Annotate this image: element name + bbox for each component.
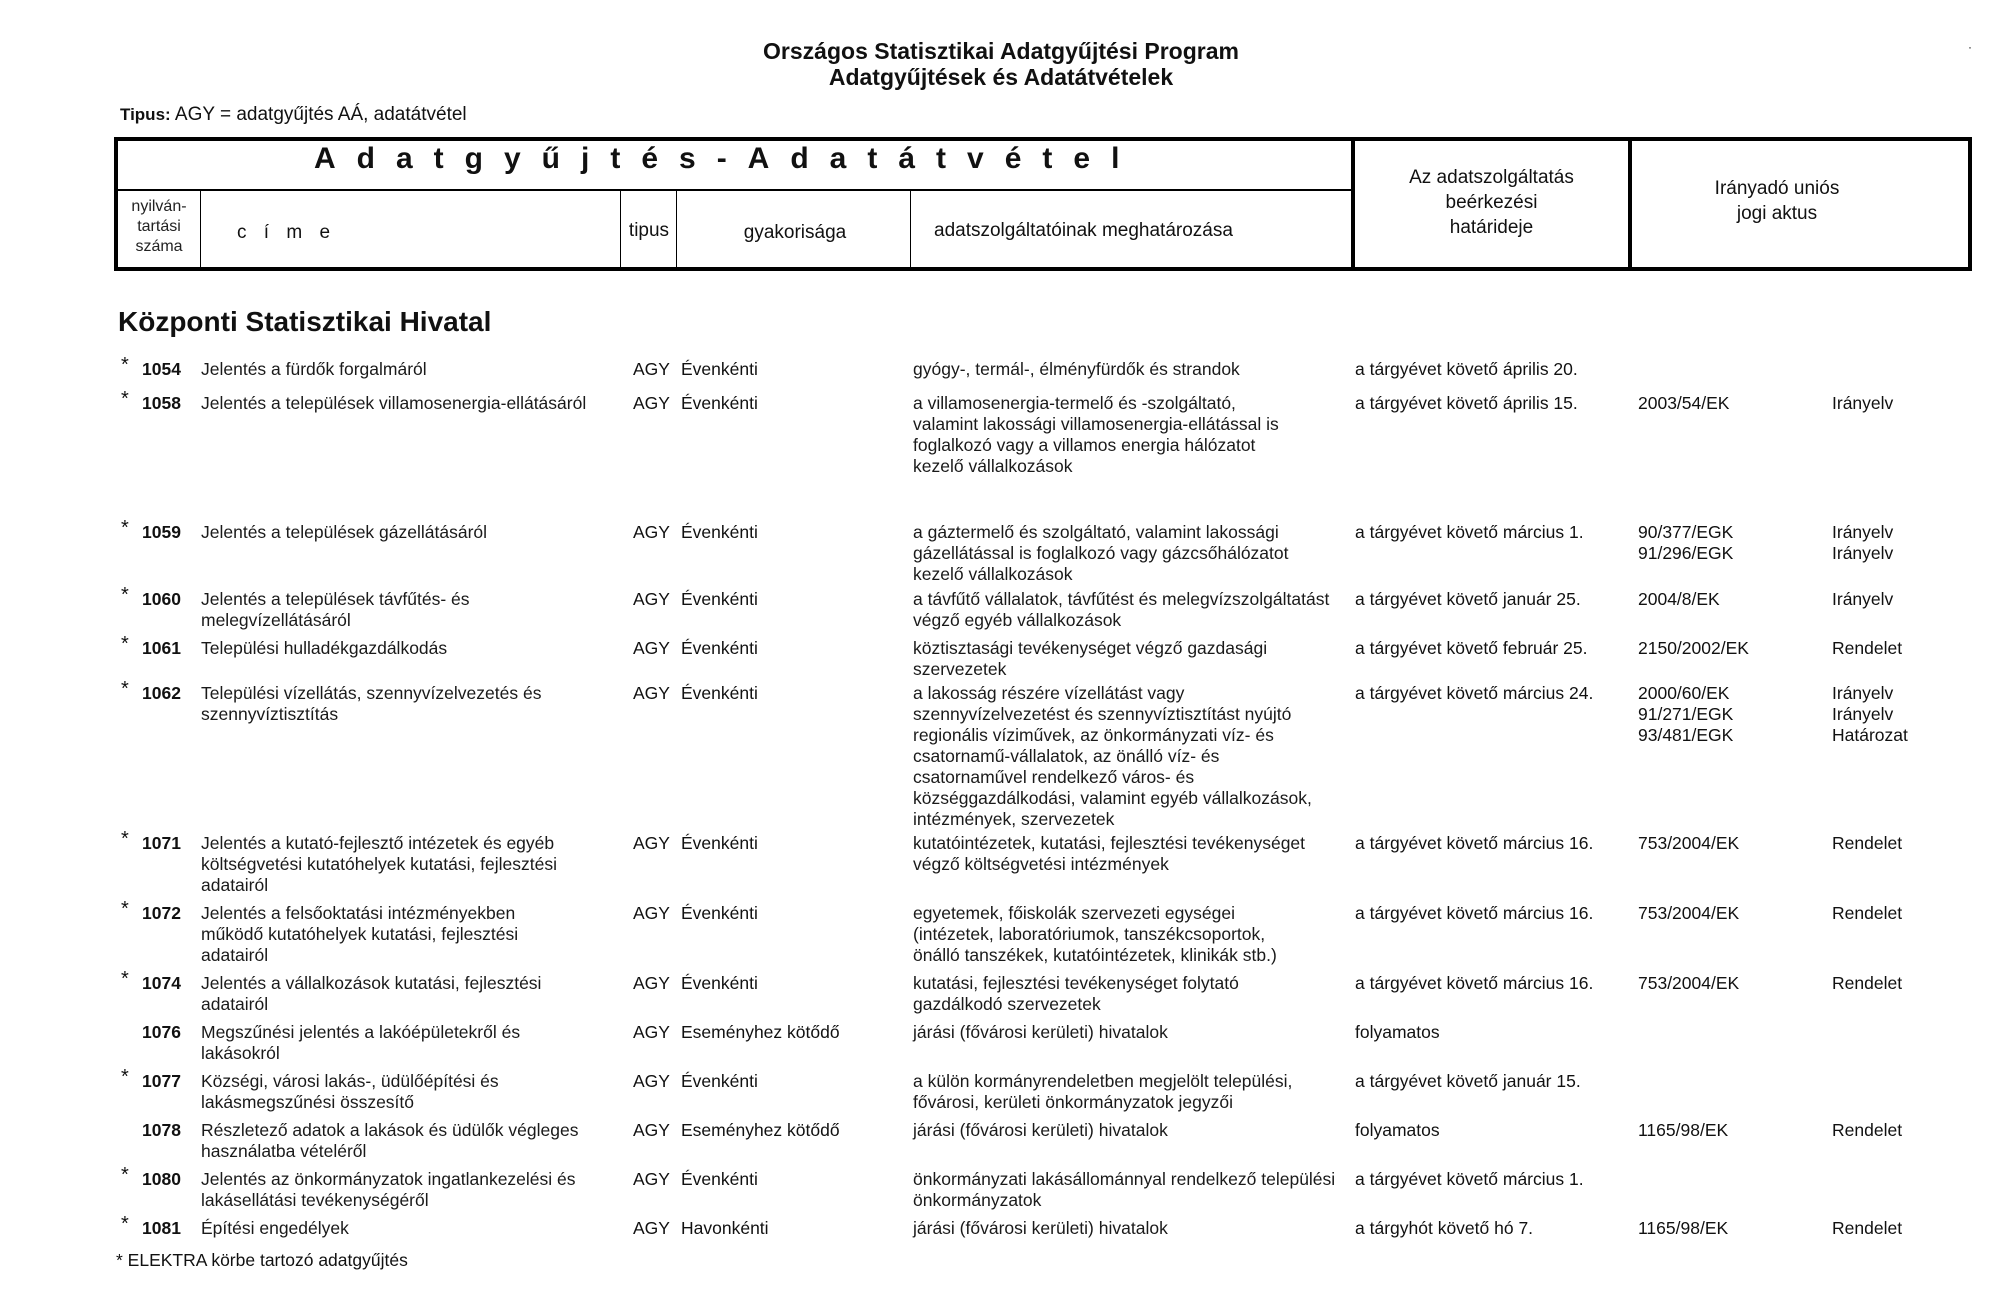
elektra-marker: * [121, 828, 129, 850]
row-eu-act: 753/2004/EK [1638, 833, 1740, 853]
row-eu-act: 1165/98/EK [1638, 1218, 1729, 1238]
row-type: AGY [633, 1071, 670, 1091]
row-deadline: a tárgyévet követő március 1. [1355, 1169, 1584, 1189]
row-frequency: Évenkénti [681, 359, 758, 379]
page-mark: · [1968, 40, 1972, 54]
col-header-deadline: Az adatszolgáltatás beérkezési határideje [1409, 167, 1574, 238]
row-title: Jelentés a fürdők forgalmáról [201, 359, 427, 379]
row-frequency: Évenkénti [681, 683, 758, 703]
row-provider: egyetemek, főiskolák szervezeti egységei (intézetek, laboratóriumok, tanszékcsoportok, önálló tanszékek, kutatóintézetek, klinikák stb.) [913, 903, 1277, 965]
row-title: Jelentés a települések villamosenergia-ellátásáról [201, 393, 587, 413]
elektra-marker: * [121, 517, 129, 539]
row-provider: önkormányzati lakásállománnyal rendelkező települési önkormányzatok [913, 1169, 1336, 1210]
row-act-type: Rendelet [1832, 833, 1903, 853]
row-provider: a lakosság részére vízellátást vagy szennyvízelvezetést és szennyvíztisztítást nyújtó regionális víziművek, az önkormányzati víz- és csatornamű-vállalatok, az önálló víz- és csatornaművel rendelkező város- és községgazdálkodási, valamint egyéb vállalkozások, intézmények, szervezetek [913, 683, 1312, 829]
row-number: 1072 [142, 903, 181, 923]
row-deadline: a tárgyhót követő hó 7. [1355, 1218, 1534, 1238]
row-type: AGY [633, 1022, 670, 1042]
header-divider [200, 191, 201, 267]
row-type: AGY [633, 973, 670, 993]
elektra-marker: * [121, 1213, 129, 1235]
row-frequency: Évenkénti [681, 589, 758, 609]
row-number: 1060 [142, 589, 181, 609]
row-provider: járási (fővárosi kerületi) hivatalok [913, 1218, 1168, 1238]
col-header-type: tipus [628, 220, 670, 241]
row-number: 1078 [142, 1120, 181, 1140]
row-frequency: Eseményhez kötődő [681, 1022, 840, 1042]
row-provider: a villamosenergia-termelő és -szolgáltató, valamint lakossági villamosenergia-ellátással is foglalkozó vagy a villamos energia hálózatot kezelő vállalkozások [913, 393, 1279, 476]
col-header-frequency: gyakorisága [743, 222, 847, 243]
row-type: AGY [633, 903, 670, 923]
row-type: AGY [633, 1169, 670, 1189]
row-eu-act: 2003/54/EK [1638, 393, 1730, 413]
row-type: AGY [633, 683, 670, 703]
row-frequency: Évenkénti [681, 1071, 758, 1091]
elektra-marker: * [121, 633, 129, 655]
row-title: Építési engedélyek [201, 1218, 349, 1238]
row-number: 1058 [142, 393, 181, 413]
row-provider: köztisztasági tevékenységet végző gazdasági szervezetek [913, 638, 1268, 679]
row-frequency: Évenkénti [681, 638, 758, 658]
row-deadline: a tárgyévet követő január 15. [1355, 1071, 1581, 1091]
header-divider [620, 191, 621, 267]
elektra-marker: * [121, 678, 129, 700]
row-eu-act: 2150/2002/EK [1638, 638, 1749, 658]
row-type: AGY [633, 589, 670, 609]
row-type: AGY [633, 833, 670, 853]
row-eu-act: 1165/98/EK [1638, 1120, 1729, 1140]
row-frequency: Évenkénti [681, 973, 758, 993]
row-frequency: Havonkénti [681, 1218, 769, 1238]
row-title: Jelentés a települések gázellátásáról [201, 522, 488, 542]
row-number: 1080 [142, 1169, 181, 1189]
row-act-type: Rendelet [1832, 638, 1903, 658]
header-divider [910, 191, 911, 267]
row-frequency: Évenkénti [681, 393, 758, 413]
row-number: 1081 [142, 1218, 181, 1238]
row-provider: járási (fővárosi kerületi) hivatalok [913, 1120, 1168, 1140]
row-provider: kutatóintézetek, kutatási, fejlesztési tevékenységet végző költségvetési intézmények [913, 833, 1306, 874]
col-header-number: nyilván- tartási száma [131, 198, 187, 255]
type-legend-value: AGY = adatgyűjtés AÁ, adatátvétel [174, 104, 467, 125]
row-number: 1059 [142, 522, 181, 542]
row-act-type: Rendelet [1832, 973, 1903, 993]
row-title: Jelentés a kutató-fejlesztő intézetek és egyéb költségvetési kutatóhelyek kutatási, fejlesztési adatairól [201, 833, 558, 895]
row-act-type: Rendelet [1832, 1218, 1903, 1238]
type-legend-label: Tipus: [120, 105, 171, 124]
header-divider [676, 191, 677, 267]
row-act-type: Rendelet [1832, 1120, 1903, 1140]
section-title: Központi Statisztikai Hivatal [118, 306, 492, 337]
row-deadline: a tárgyévet követő március 16. [1355, 903, 1594, 923]
row-eu-act: 753/2004/EK [1638, 973, 1740, 993]
row-type: AGY [633, 638, 670, 658]
row-deadline: a tárgyévet követő február 25. [1355, 638, 1588, 658]
row-eu-act: 90/377/EGK 91/296/EGK [1638, 522, 1734, 563]
type-legend [120, 104, 467, 126]
elektra-marker: * [121, 1066, 129, 1088]
row-type: AGY [633, 393, 670, 413]
elektra-marker: * [121, 1164, 129, 1186]
col-header-title: c í m e [237, 222, 337, 243]
group-title: Adatgyűjtés-Adatátvétel [314, 142, 1141, 175]
row-provider: a külön kormányrendeletben megjelölt települési, fővárosi, kerületi önkormányzatok jegyzői [913, 1071, 1293, 1112]
row-title: Részletező adatok a lakások és üdülők végleges használatba vételéről [201, 1120, 579, 1161]
row-eu-act: 753/2004/EK [1638, 903, 1740, 923]
row-title: Megszűnési jelentés a lakóépületekről és lakásokról [201, 1022, 521, 1063]
row-title: Jelentés az önkormányzatok ingatlankezelési és lakásellátási tevékenységéről [201, 1169, 576, 1210]
row-act-type: Irányelv Irányelv Határozat [1832, 683, 1908, 745]
row-act-type: Irányelv [1832, 589, 1894, 609]
row-number: 1061 [142, 638, 181, 658]
row-frequency: Évenkénti [681, 903, 758, 923]
row-deadline: a tárgyévet követő március 16. [1355, 973, 1594, 993]
elektra-marker: * [121, 388, 129, 410]
row-type: AGY [633, 1218, 670, 1238]
page-title-line2: Adatgyűjtések és Adatátvételek [828, 64, 1174, 90]
row-deadline: a tárgyévet követő március 1. [1355, 522, 1584, 542]
row-number: 1074 [142, 973, 181, 993]
row-type: AGY [633, 522, 670, 542]
page-title [0, 38, 2002, 90]
row-number: 1054 [142, 359, 181, 379]
row-deadline: a tárgyévet követő január 25. [1355, 589, 1581, 609]
row-title: Jelentés a vállalkozások kutatási, fejlesztési adatairól [201, 973, 542, 1014]
row-frequency: Évenkénti [681, 1169, 758, 1189]
row-provider: gyógy-, termál-, élményfürdők és strandok [913, 359, 1240, 379]
row-provider: járási (fővárosi kerületi) hivatalok [913, 1022, 1168, 1042]
row-deadline: a tárgyévet követő március 24. [1355, 683, 1594, 703]
elektra-marker: * [121, 968, 129, 990]
row-eu-act: 2000/60/EK 91/271/EGK 93/481/EGK [1638, 683, 1734, 745]
row-number: 1076 [142, 1022, 181, 1042]
row-act-type: Irányelv Irányelv [1832, 522, 1894, 563]
row-frequency: Évenkénti [681, 833, 758, 853]
row-deadline: a tárgyévet követő március 16. [1355, 833, 1594, 853]
row-deadline: a tárgyévet követő április 15. [1355, 393, 1578, 413]
row-provider: a távfűtő vállalatok, távfűtést és melegvízszolgáltatást végző egyéb vállalkozások [913, 589, 1330, 630]
elektra-marker: * [121, 898, 129, 920]
row-deadline: a tárgyévet követő április 20. [1355, 359, 1578, 379]
row-number: 1077 [142, 1071, 181, 1091]
row-provider: a gáztermelő és szolgáltató, valamint lakossági gázellátással is foglalkozó vagy gázcsőhálózatot kezelő vállalkozások [913, 522, 1289, 584]
row-title: Jelentés a települések távfűtés- és melegvízellátásáról [201, 589, 470, 630]
row-deadline: folyamatos [1355, 1022, 1440, 1042]
row-title: Települési vízellátás, szennyvízelvezetés és szennyvíztisztítás [201, 683, 542, 724]
row-type: AGY [633, 359, 670, 379]
row-number: 1071 [142, 833, 181, 853]
row-title: Jelentés a felsőoktatási intézményekben működő kutatóhelyek kutatási, fejlesztési adatairól [201, 903, 519, 965]
elektra-marker: * [121, 584, 129, 606]
col-header-eu-act: Irányadó uniós jogi aktus [1714, 178, 1840, 224]
row-title: Községi, városi lakás-, üdülőépítési és lakásmegszűnési összesítő [201, 1071, 499, 1112]
row-act-type: Irányelv [1832, 393, 1894, 413]
row-title: Települési hulladékgazdálkodás [201, 638, 448, 658]
header-divider [118, 189, 1351, 191]
row-deadline: folyamatos [1355, 1120, 1440, 1140]
row-number: 1062 [142, 683, 181, 703]
row-type: AGY [633, 1120, 670, 1140]
col-header-provider: adatszolgáltatóinak meghatározása [934, 220, 1233, 241]
elektra-marker: * [121, 354, 129, 376]
row-frequency: Évenkénti [681, 522, 758, 542]
row-provider: kutatási, fejlesztési tevékenységet folytató gazdálkodó szervezetek [913, 973, 1239, 1014]
row-frequency: Eseményhez kötődő [681, 1120, 840, 1140]
footnote: * ELEKTRA körbe tartozó adatgyűjtés [116, 1250, 408, 1270]
row-eu-act: 2004/8/EK [1638, 589, 1720, 609]
page-title-line1: Országos Statisztikai Adatgyűjtési Program [763, 38, 1239, 64]
row-act-type: Rendelet [1832, 903, 1903, 923]
